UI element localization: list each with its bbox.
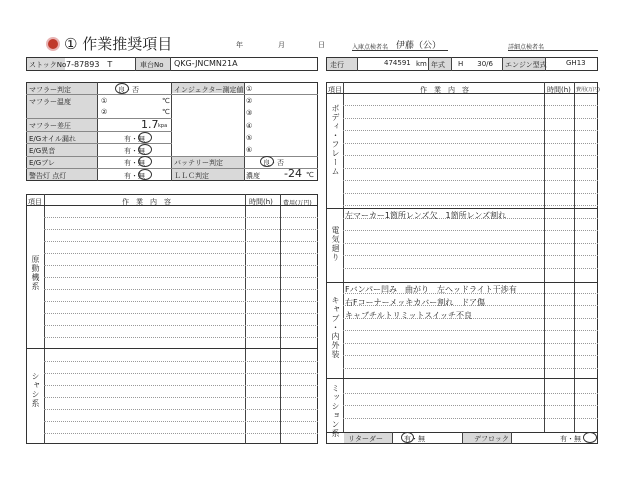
right-header-item: 項目 [328, 86, 342, 94]
temp2-unit: ℃ [162, 108, 170, 116]
ruled-line [343, 155, 598, 156]
ruled-line [44, 397, 318, 398]
mileage-label: 走行 [330, 61, 344, 69]
ruled-line [44, 301, 318, 302]
battery-value: 良・否 [263, 159, 284, 167]
muffler-judge-value: 良・否 [118, 86, 139, 94]
ruled-line [44, 217, 318, 218]
muffler-judge-label: マフラー判定 [29, 86, 71, 94]
right-header-hours: 時間(h) [547, 86, 571, 94]
muffler-judge-circle [115, 83, 129, 94]
year-model-label: 年式 [431, 61, 445, 69]
retarder-label: リターダー [348, 435, 383, 443]
right-work-table [326, 82, 598, 444]
year-model-value: H 30/6 [458, 60, 493, 68]
ruled-line [44, 373, 318, 374]
temp1-unit: ℃ [162, 97, 170, 105]
section-body-frame: ボディ・フレーム [331, 104, 340, 176]
ruled-line [343, 255, 598, 256]
ruled-line [44, 361, 318, 362]
ruled-line [44, 421, 318, 422]
note-electric-1: 左マーカー1箇所レンズ欠 1箇所レンズ割れ [345, 211, 507, 220]
injector-2: ② [246, 97, 253, 105]
injector-label: インジェクター測定値 [174, 86, 244, 94]
section-engine: 原動機系 [31, 255, 40, 291]
injector-3: ③ [246, 109, 253, 117]
right-header-work: 作 業 内 容 [420, 86, 469, 94]
warning-light-label: 警告灯 点灯 [29, 172, 67, 180]
left-header-cost: 費用(万円) [283, 200, 312, 207]
ruled-line [343, 393, 598, 394]
ruled-line [44, 433, 318, 434]
eg-oil-label: E/Gオイル漏れ [29, 135, 76, 143]
year-label: 年 [236, 41, 243, 49]
ruled-line [44, 241, 318, 242]
ruled-line [44, 277, 318, 278]
ruled-line [343, 180, 598, 181]
left-header-work: 作 業 内 容 [122, 198, 171, 206]
ruled-line [343, 130, 598, 131]
conc-unit: ℃ [306, 171, 314, 179]
conc-label: 濃度 [246, 172, 260, 180]
ruled-line [343, 205, 598, 206]
conc-value: -24 [284, 167, 302, 180]
left-work-table [26, 194, 318, 444]
ruled-line [343, 230, 598, 231]
mileage-unit: km [416, 60, 427, 68]
retarder-value: 有・無 [404, 435, 425, 443]
ruled-line [44, 409, 318, 410]
battery-label: バッテリー判定 [174, 159, 223, 167]
day-label: 日 [318, 41, 325, 49]
muffler-temp-label: マフラー温度 [29, 98, 71, 106]
detail-inspector-label: 詳細点検者名 [508, 44, 545, 51]
stock-label: ストックNo [29, 61, 67, 69]
injector-5: ⑤ [246, 134, 253, 142]
llc-label: ＬＬＣ判定 [174, 172, 209, 180]
ruled-line [44, 385, 318, 386]
ruled-line [343, 418, 598, 419]
stock-value: 7-87893 T [66, 60, 113, 69]
ruled-line [343, 405, 598, 406]
ruled-line [44, 265, 318, 266]
eg-noise-value: 有・無 [124, 147, 145, 155]
ruled-line [343, 143, 598, 144]
muffler-diff-label: マフラー差圧 [29, 122, 71, 130]
month-label: 月 [278, 41, 285, 49]
mileage-value: 474591 [384, 59, 411, 67]
right-header-cost: 費用(万円) [576, 87, 600, 93]
ruled-line [343, 343, 598, 344]
inspector-label: 入庫点検者名 [352, 44, 389, 51]
difflock-value: 有・無 [560, 435, 581, 443]
note-cab-1: Fバンパー凹み 曲がり 左ヘッドライト干渉有 [345, 285, 517, 294]
note-cab-3: キャブチルトリミットスイッチ不良 [345, 311, 473, 320]
chassis-label: 車台No [140, 61, 164, 69]
ruled-line [343, 268, 598, 269]
temp1-label: ① [101, 97, 108, 105]
eg-shake-value: 有・無 [124, 159, 145, 167]
ruled-line [343, 118, 598, 119]
ruled-line [343, 105, 598, 106]
injector-1: ① [246, 85, 253, 93]
ruled-line [343, 168, 598, 169]
engine-value: GH13 [566, 59, 586, 67]
engine-label: エンジン型式 [505, 61, 547, 69]
eg-oil-value: 有・無 [124, 135, 145, 143]
ruled-line [343, 355, 598, 356]
eg-shake-label: E/Gブレ [29, 159, 55, 167]
section-chassis: シャシ系 [31, 372, 40, 408]
section-cab: キャブ・内外装 [331, 296, 340, 359]
temp2-label: ② [101, 108, 108, 116]
ruled-line [44, 289, 318, 290]
ruled-line [343, 368, 598, 369]
page-title: ① 作業推奨項目 [64, 35, 173, 53]
ruled-line [343, 193, 598, 194]
section-mission: ミッション系 [331, 384, 340, 438]
section-electric: 電気廻り [331, 226, 340, 262]
ruled-line [44, 325, 318, 326]
warning-light-value: 有・無 [124, 172, 145, 180]
ruled-line [44, 229, 318, 230]
difflock-label: デフロック [474, 435, 509, 443]
ruled-line [44, 313, 318, 314]
left-header-item: 項目 [28, 198, 42, 206]
muffler-diff-value: 1.7 [141, 118, 159, 131]
left-header-hours: 時間(h) [249, 198, 273, 206]
injector-4: ④ [246, 122, 253, 130]
ruled-line [44, 337, 318, 338]
ruled-line [343, 243, 598, 244]
note-cab-2: 右Fコーナーメッキカバー割れ ドア傷 [345, 298, 485, 307]
ruled-line [343, 330, 598, 331]
muffler-diff-unit: kpa [158, 123, 168, 129]
inspector-name: 伊藤（公） [396, 41, 442, 51]
eg-noise-label: E/G異音 [29, 147, 56, 155]
injector-6: ⑥ [246, 146, 253, 154]
logo-icon [46, 37, 60, 51]
chassis-value: QKG-JNCMN21A [174, 59, 238, 68]
ruled-line [44, 253, 318, 254]
